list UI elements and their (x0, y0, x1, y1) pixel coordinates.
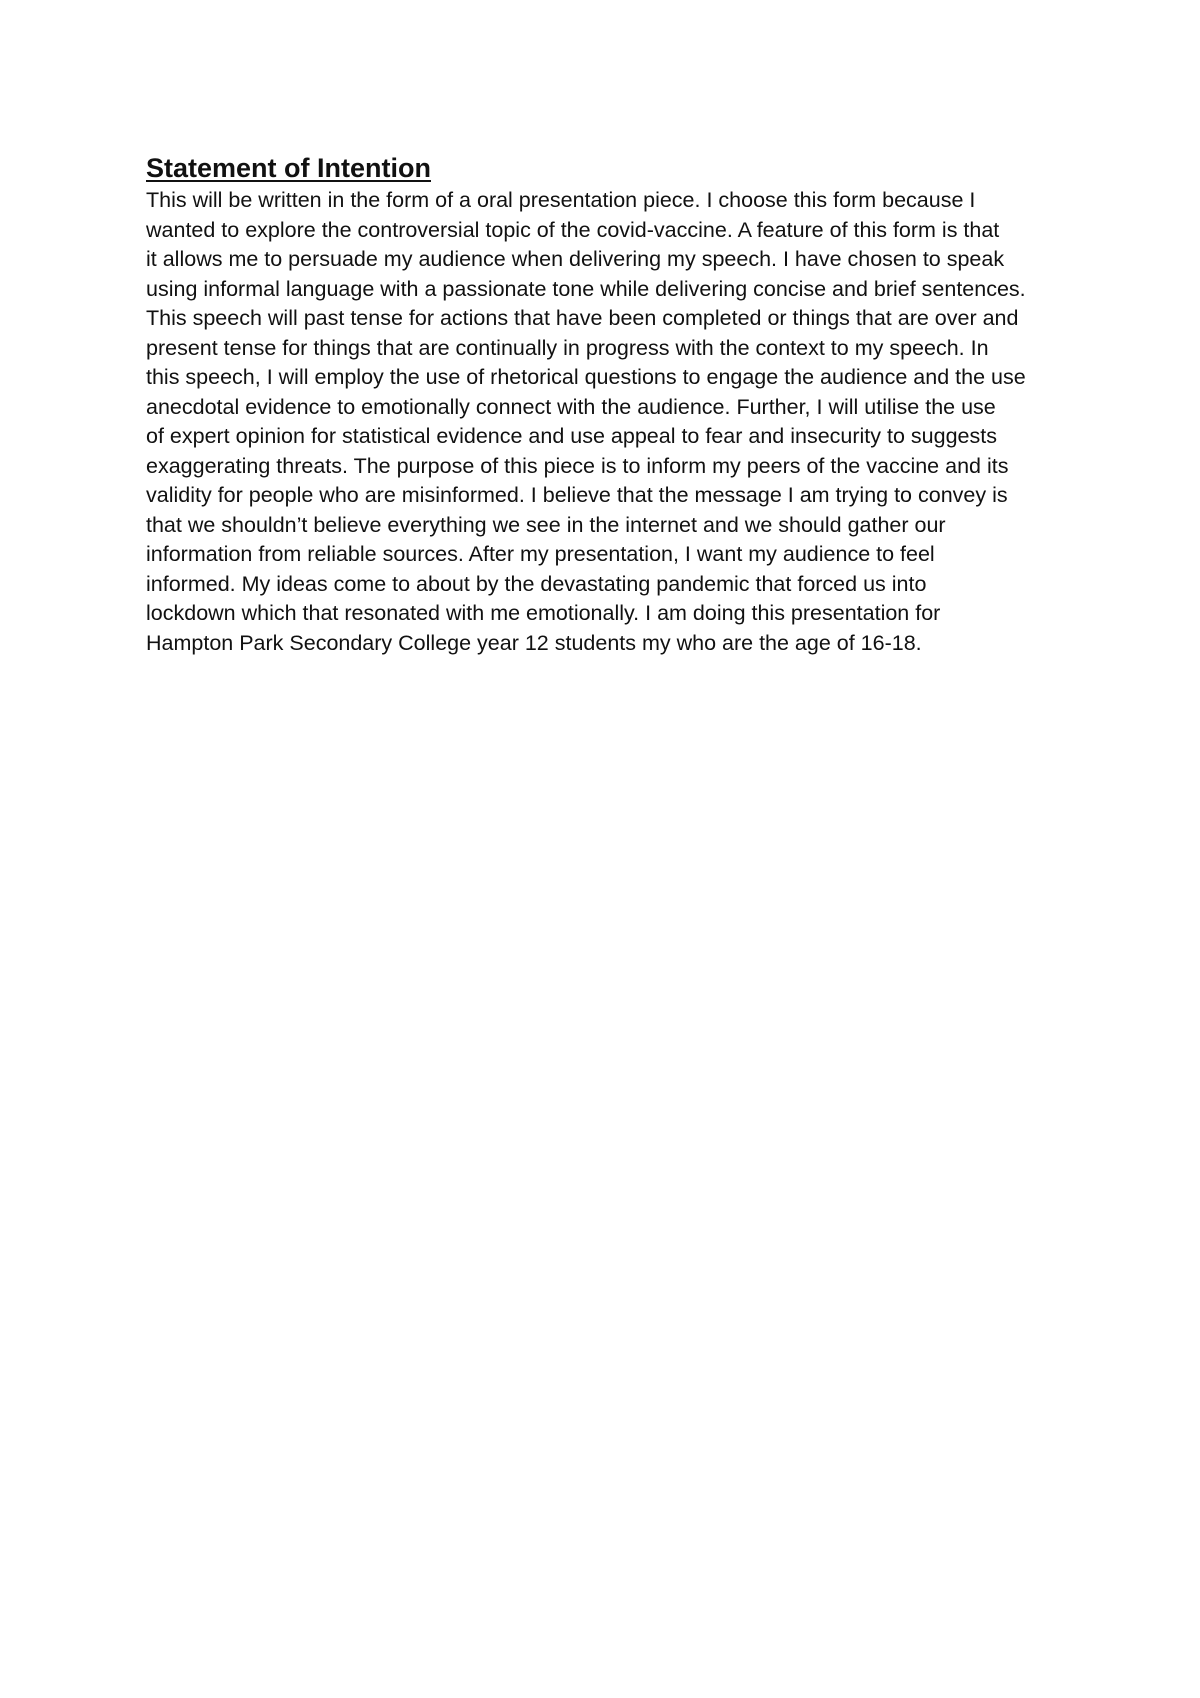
paragraph-line: present tense for things that are continually in progress with the context to my speech. In (146, 335, 989, 360)
paragraph-line: anecdotal evidence to emotionally connect with the audience. Further, I will utilise the use (146, 394, 996, 419)
paragraph-line: this speech, I will employ the use of rhetorical questions to engage the audience and the use (146, 365, 1026, 389)
statement-paragraph (146, 186, 1086, 658)
paragraph-line: informed. My ideas come to about by the devastating pandemic that forced us into (146, 571, 927, 596)
document-title: Statement of Intention (146, 153, 431, 183)
document-content (146, 150, 1086, 658)
paragraph-line: wanted to explore the controversial topic of the covid-vaccine. A feature of this form is that (146, 217, 1000, 242)
paragraph-line: This speech will past tense for actions that have been completed or things that are over and (146, 306, 1019, 330)
paragraph-line: that we shouldn’t believe everything we see in the internet and we should gather our (146, 512, 946, 537)
paragraph-line: This will be written in the form of a oral presentation piece. I choose this form because I (146, 188, 976, 212)
paragraph-line: exaggerating threats. The purpose of this piece is to inform my peers of the vaccine and its (146, 453, 1009, 478)
paragraph-line: information from reliable sources. After my presentation, I want my audience to feel (146, 542, 935, 566)
paragraph-line: Hampton Park Secondary College year 12 students my who are the age of 16-18. (146, 630, 922, 655)
paragraph-line: validity for people who are misinformed. I believe that the message I am trying to convey is (146, 483, 1008, 507)
paragraph-line: using informal language with a passionate tone while delivering concise and brief sentences. (146, 276, 1026, 301)
paragraph-line: of expert opinion for statistical evidence and use appeal to fear and insecurity to suggests (146, 424, 997, 448)
paragraph-line: lockdown which that resonated with me emotionally. I am doing this presentation for (146, 601, 941, 625)
paragraph-line: it allows me to persuade my audience when delivering my speech. I have chosen to speak (146, 247, 1005, 271)
